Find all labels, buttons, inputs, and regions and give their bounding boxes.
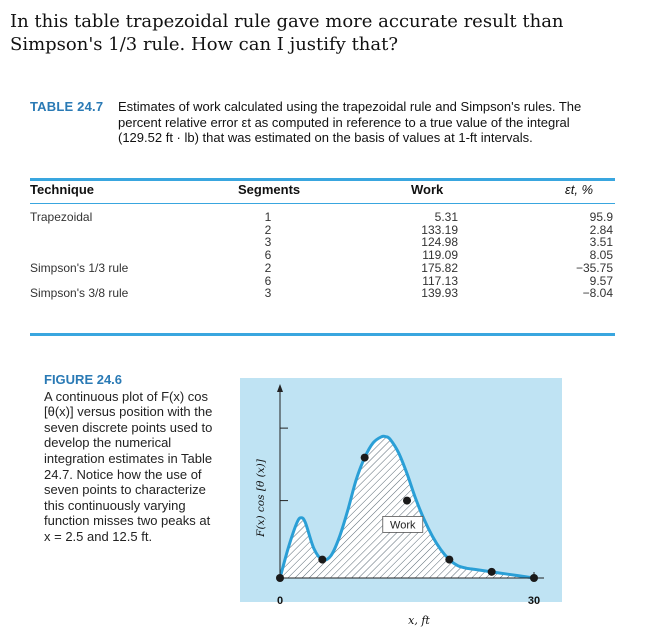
technique-name: Trapezoidal — [30, 210, 93, 224]
sample-point — [445, 556, 453, 564]
segments-cell: 2 — [264, 222, 272, 237]
error-cell: 2.84 — [589, 222, 613, 237]
technique-name: Simpson's 1/3 rule — [30, 260, 129, 275]
table-caption-text: Estimates of work calculated using the trapezoidal rule and Simpson's rules. The percent relative error εt as computed in reference to a true value of the integral (129.52 ft · lb) that was estimated on the basis of values at 1-ft intervals. — [118, 99, 582, 145]
work-cell: 175.82 — [421, 260, 458, 275]
figure-caption-text: A continuous plot of F(x) cos [θ(x)] versus position with the seven discrete points used to develop the numerical integration estimates in Table 24.7. Notice how the use of seven points to characterize this continuously varying function misses two peaks at x = 2.5 and 12.5 ft. — [44, 388, 213, 544]
segments-cell: 6 — [264, 273, 272, 288]
segments-cell: 2 — [264, 260, 272, 275]
work-cell: 124.98 — [421, 235, 458, 250]
sample-point — [276, 574, 284, 582]
work-cell: 5.31 — [434, 210, 458, 224]
table-header-rule — [30, 203, 615, 204]
work-area-label: Work — [390, 519, 416, 532]
segments-cell: 3 — [264, 286, 272, 301]
work-cell: 119.09 — [422, 248, 458, 263]
error-cell: −35.75 — [575, 260, 613, 275]
table-label: TABLE 24.7 — [30, 99, 104, 114]
error-cell: 3.51 — [589, 235, 613, 250]
error-cell: 95.9 — [589, 210, 613, 224]
question-text: In this table trapezoidal rule gave more accurate result than Simpson's 1/3 rule. How can I justify that? — [10, 11, 564, 55]
x-axis-label: x, ft — [408, 614, 430, 627]
sample-point — [403, 497, 411, 505]
sample-point — [318, 556, 326, 564]
error-cell: 8.05 — [589, 248, 613, 263]
table-bottom-rule — [30, 333, 615, 336]
error-cell: 9.57 — [589, 273, 613, 288]
header-error: εt, % — [565, 182, 594, 197]
figure-label: FIGURE 24.6 — [44, 372, 123, 387]
sample-point — [361, 454, 369, 462]
figure-caption — [44, 372, 219, 545]
segments-cell: 3 — [264, 235, 272, 250]
y-axis-label: F(x) cos [θ (x)] — [255, 459, 267, 537]
table-top-rule — [30, 178, 615, 181]
work-cell: 117.13 — [422, 273, 458, 288]
x-tick-label: 0 — [276, 595, 284, 607]
header-work: Work — [411, 182, 444, 197]
work-cell: 139.93 — [421, 286, 458, 301]
work-plot — [240, 378, 562, 628]
x-tick-label: 30 — [527, 595, 541, 607]
sample-point — [488, 568, 496, 576]
segments-cell: 1 — [264, 210, 272, 224]
technique-name: Simpson's 3/8 rule — [30, 286, 129, 301]
sample-point — [530, 574, 538, 582]
error-cell: −8.04 — [582, 286, 613, 301]
header-technique: Technique — [30, 182, 95, 197]
work-cell: 133.19 — [421, 222, 458, 237]
header-segments: Segments — [238, 182, 301, 197]
segments-cell: 6 — [264, 248, 272, 263]
